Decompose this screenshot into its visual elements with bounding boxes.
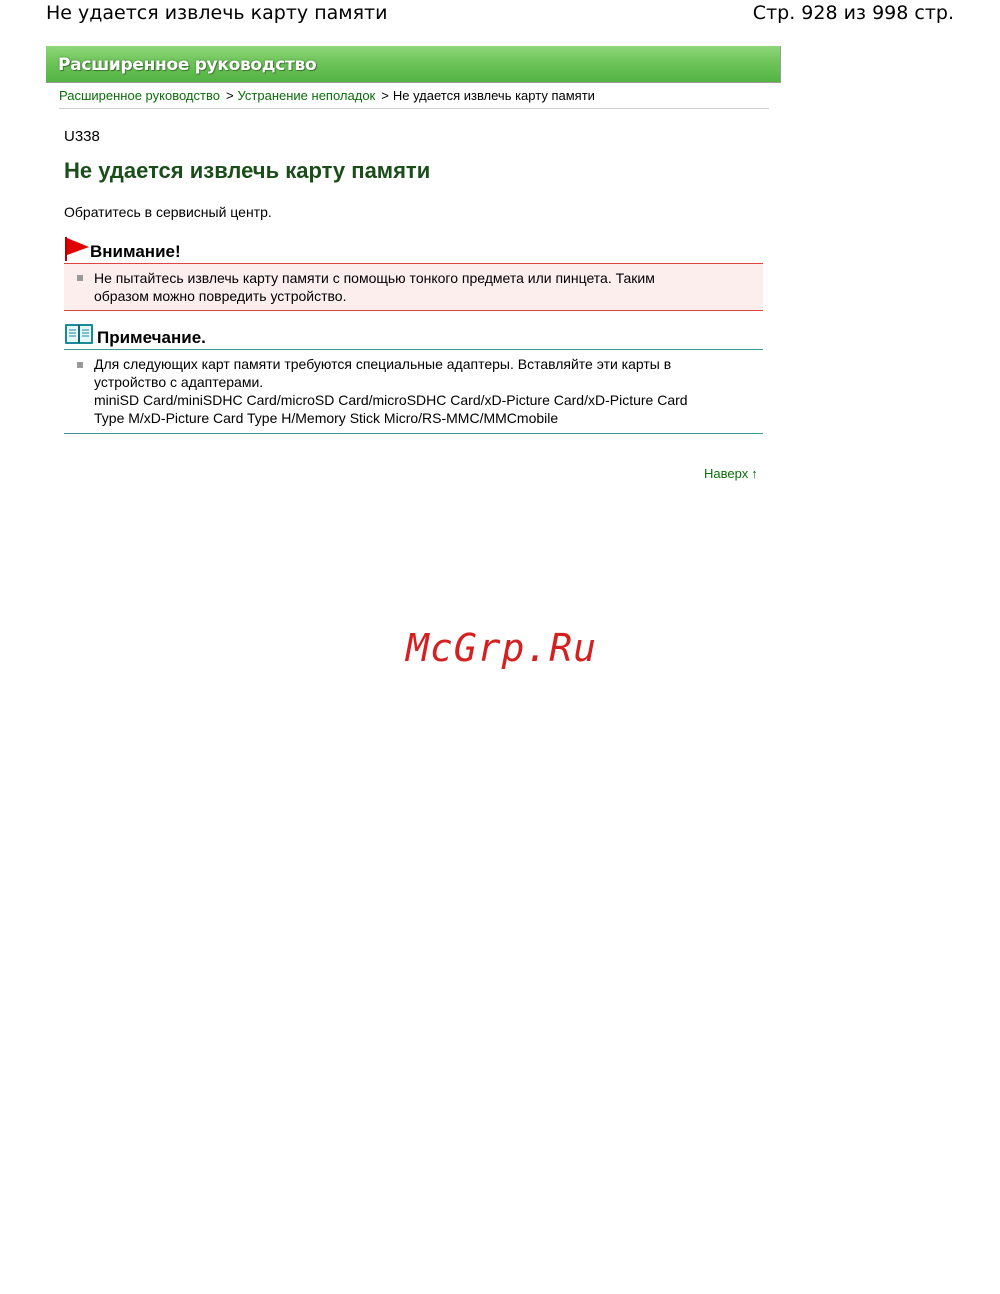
note-divider-bottom (64, 433, 763, 434)
note-label: Примечание. (97, 328, 206, 347)
caution-box (64, 263, 763, 311)
breadcrumb-link-guide[interactable]: Расширенное руководство (59, 88, 220, 103)
page-number: Стр. 928 из 998 стр. (752, 2, 954, 24)
caution-label: Внимание! (90, 242, 181, 261)
watermark: McGrp.Ru (406, 626, 598, 670)
up-arrow-icon: ↑ (751, 466, 758, 481)
breadcrumb-separator: > (381, 88, 389, 103)
bullet-icon (77, 362, 83, 368)
red-flag-icon (64, 236, 90, 262)
note-divider-top (64, 349, 763, 350)
note-item-text (94, 355, 744, 427)
caution-item-line: Не пытайтесь извлечь карту памяти с помощью тонкого предмета или пинцета. Таким (94, 270, 655, 286)
caution-item (94, 269, 744, 305)
open-book-icon (64, 322, 94, 346)
note-item-line: miniSD Card/miniSDHC Card/microSD Card/microSDHC Card/xD-Picture Card/xD-Picture Card (94, 392, 688, 408)
bullet-icon (77, 275, 83, 281)
note-item-line: устройство с адаптерами. (94, 374, 264, 390)
document-code: U338 (64, 128, 100, 145)
intro-text: Обратитесь в сервисный центр. (64, 204, 272, 220)
note-item-line: Для следующих карт памяти требуются специальные адаптеры. Вставляйте эти карты в (94, 356, 672, 372)
back-to-top-link[interactable] (704, 466, 758, 481)
page-header-title: Не удается извлечь карту памяти (46, 2, 388, 24)
page-title: Не удается извлечь карту памяти (64, 158, 431, 183)
note-header (64, 322, 764, 350)
breadcrumb (59, 88, 595, 103)
breadcrumb-separator: > (225, 88, 234, 103)
note-item-line: Type M/xD-Picture Card Type H/Memory Stick Micro/RS-MMC/MMCmobile (94, 410, 559, 426)
back-to-top-label: Наверх (704, 466, 749, 481)
breadcrumb-link-troubleshooting[interactable]: Устранение неполадок (237, 88, 376, 103)
caution-item-line: образом можно повредить устройство. (94, 288, 347, 304)
section-banner (46, 46, 781, 83)
breadcrumb-current: Не удается извлечь карту памяти (392, 88, 595, 103)
caution-header (64, 236, 764, 264)
breadcrumb-divider (59, 108, 769, 109)
banner-title: Расширенное руководство (58, 55, 317, 75)
note-item (64, 355, 763, 431)
